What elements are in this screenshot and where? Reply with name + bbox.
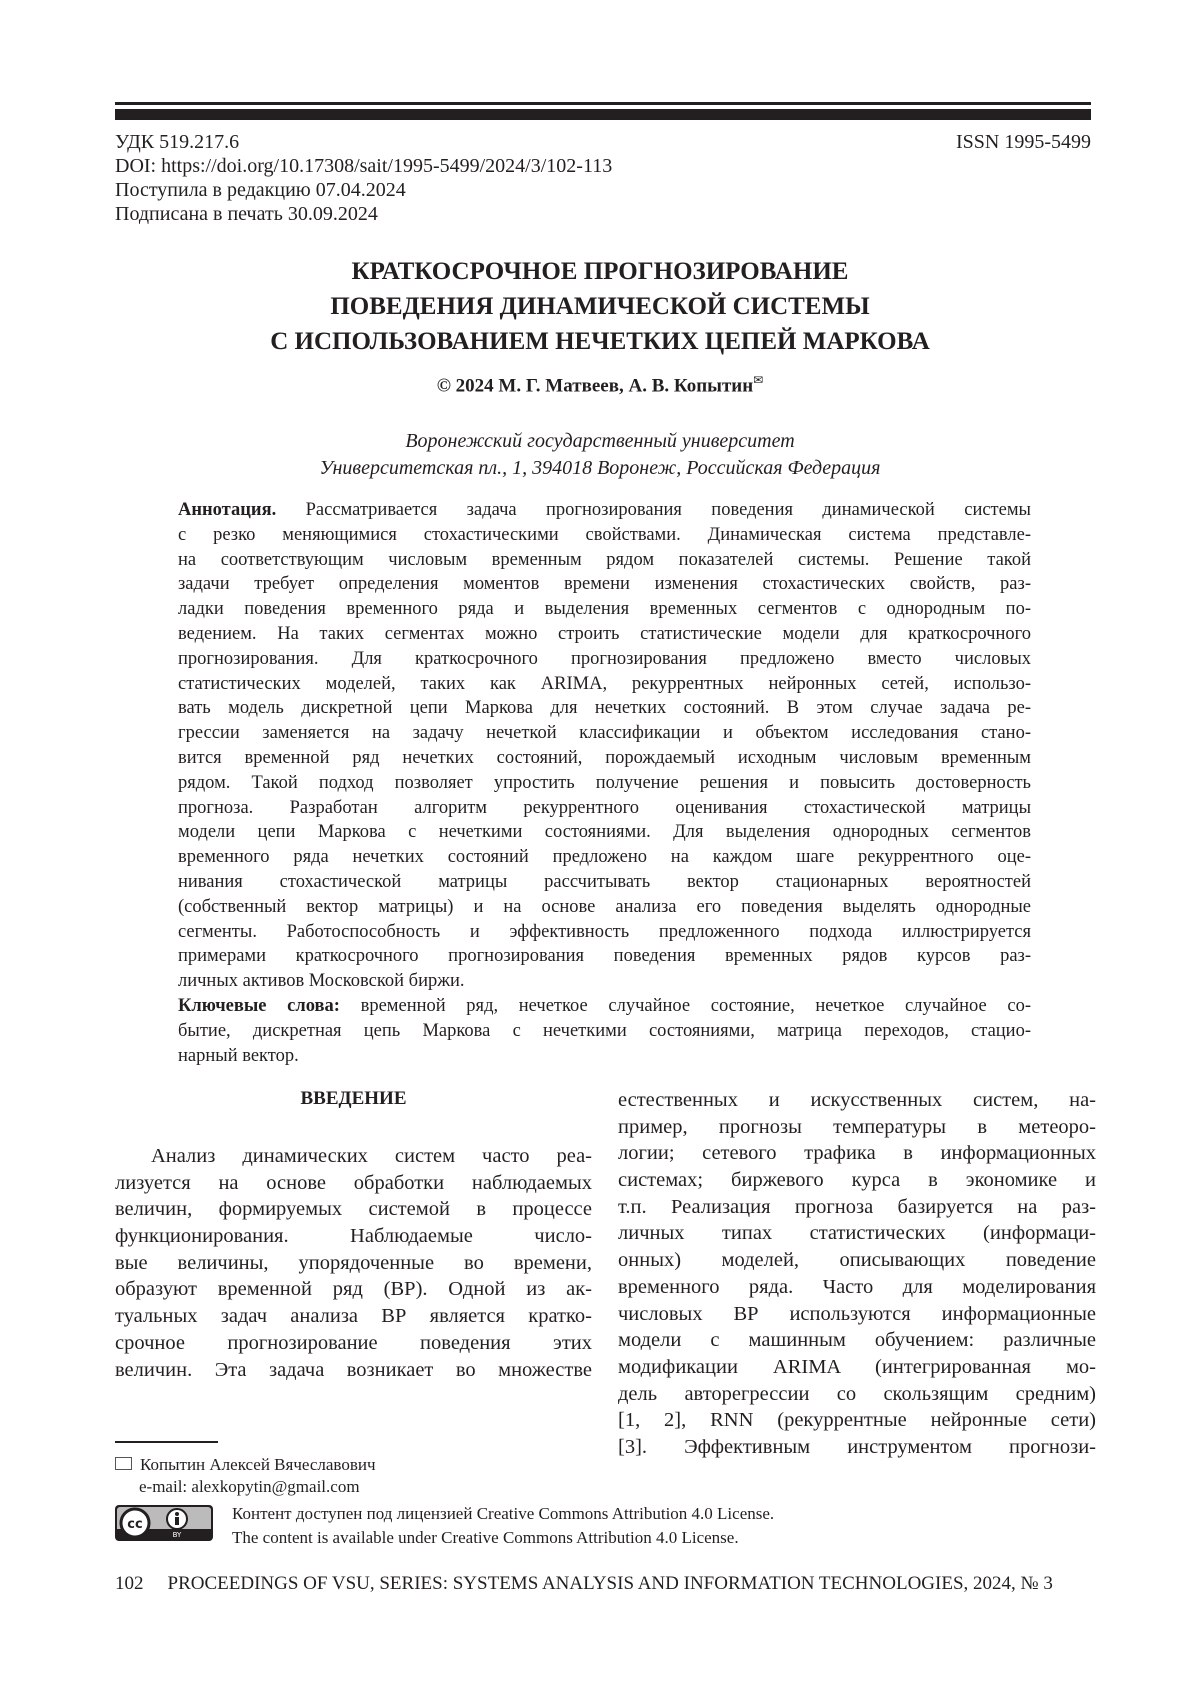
body-line: [115, 1196, 592, 1223]
keywords-line: [178, 994, 1031, 1019]
body-line-text: туальных задач анализа ВР является кратко-: [115, 1305, 592, 1327]
abstract-line: [178, 969, 1031, 994]
body-line-text: Анализ динамических систем часто реа-: [151, 1145, 592, 1167]
body-line: [618, 1381, 1096, 1408]
body-line: [618, 1114, 1096, 1141]
cc-by-icon: [115, 1505, 213, 1541]
abstract-line: [178, 523, 1031, 548]
affiliation: [0, 428, 1200, 482]
body-line: [115, 1330, 592, 1357]
udk: УДК 519.217.6: [115, 130, 612, 154]
body-line-text: т.п. Реализация прогноза базируется на раз-: [618, 1196, 1096, 1218]
abstract-line-text: ладки поведения временного ряда и выделения временных сегментов с однородным по-: [178, 599, 1031, 619]
corresponding-author: Копытин Алексей Вячеславович: [140, 1455, 376, 1474]
received-date: Поступила в редакцию 07.04.2024: [115, 178, 612, 202]
license-text: [232, 1502, 774, 1550]
body-line: [618, 1407, 1096, 1434]
abstract-line: [178, 746, 1031, 771]
keywords-line: [178, 1044, 1031, 1069]
body-line: [618, 1274, 1096, 1301]
body-line-text: модификации ARIMA (интегрированная мо-: [618, 1356, 1096, 1378]
footnote: [115, 1454, 376, 1498]
body-line: [618, 1434, 1096, 1461]
abstract-line-text: статистических моделей, таких как ARIMA, рекуррентных нейронных сетей, использо-: [178, 674, 1031, 694]
abstract-line: [178, 920, 1031, 945]
body-line-text: срочное прогнозирование поведения этих: [115, 1332, 592, 1354]
abstract-line-text: вится временной ряд нечетких состояний, порождаемый исходным числовым временным: [178, 748, 1031, 768]
affiliation-line: Воронежский государственный университет: [0, 428, 1200, 455]
title-line: С ИСПОЛЬЗОВАНИЕМ НЕЧЕТКИХ ЦЕПЕЙ МАРКОВА: [0, 324, 1200, 359]
abstract: [178, 498, 1031, 1068]
abstract-line: [178, 548, 1031, 573]
affiliation-line: Университетская пл., 1, 394018 Воронеж, Российская Федерация: [0, 455, 1200, 482]
abstract-line: [178, 672, 1031, 697]
abstract-line: [178, 498, 1031, 523]
abstract-line: [178, 647, 1031, 672]
abstract-line: [178, 597, 1031, 622]
body-line-text: величин. Эта задача возникает во множестве: [115, 1359, 592, 1381]
abstract-line: [178, 622, 1031, 647]
page-number: 102: [115, 1573, 144, 1594]
article-title: [0, 254, 1200, 359]
body-line: [618, 1194, 1096, 1221]
authors-text: © 2024 М. Г. Матвеев, А. В. Копытин: [437, 375, 753, 396]
body-line: [115, 1170, 592, 1197]
envelope-icon: ✉: [753, 373, 763, 387]
envelope-icon: [115, 1457, 132, 1470]
body-line-text: величин, формируемых системой в процессе: [115, 1198, 592, 1220]
body-line-text: логии; сетевого трафика в информационных: [618, 1142, 1096, 1164]
column-right: [618, 1087, 1096, 1461]
column-left: [115, 1143, 592, 1383]
cc-by-license-logo: [115, 1505, 213, 1541]
body-line: [115, 1143, 592, 1170]
abstract-line-text: (собственный вектор матрицы) и на основе анализа его поведения выделять однородные: [178, 897, 1031, 917]
abstract-line-text: нивания стохастической матрицы рассчитывать вектор стационарных вероятностей: [178, 872, 1031, 892]
keywords-line-text: временной ряд, нечеткое случайное состояние, нечеткое случайное со-: [340, 996, 1031, 1016]
keywords-line-label: Ключевые слова:: [178, 996, 340, 1016]
body-line-text: личных типах статистических (информаци-: [618, 1222, 1096, 1244]
body-line: [115, 1250, 592, 1277]
body-line: [618, 1167, 1096, 1194]
body-line: [618, 1354, 1096, 1381]
abstract-line: [178, 572, 1031, 597]
authors: [0, 373, 1200, 397]
abstract-line-text: вать модель дискретной цепи Маркова для нечетких состояний. В этом случае задача ре-: [178, 698, 1031, 718]
body-line-text: дель авторегрессии со скользящим средним): [618, 1383, 1096, 1405]
title-line: ПОВЕДЕНИЯ ДИНАМИЧЕСКОЙ СИСТЕМЫ: [0, 289, 1200, 324]
footnote-rule: [115, 1441, 218, 1443]
page-footer: [115, 1573, 1053, 1595]
body-line-text: [1, 2], RNN (рекуррентные нейронные сети): [618, 1409, 1096, 1431]
body-line: [115, 1303, 592, 1330]
abstract-line-text: прогноза. Разработан алгоритм рекуррентного оценивания стохастической матрицы: [178, 798, 1031, 818]
body-line: [618, 1247, 1096, 1274]
abstract-line-text: сегменты. Работоспособность и эффективность предложенного подхода иллюстрируется: [178, 922, 1031, 942]
header-rule-thick: [115, 109, 1091, 120]
section-heading-introduction: ВВЕДЕНИЕ: [115, 1088, 592, 1110]
abstract-line-text: модели цепи Маркова с нечеткими состояниями. Для выделения однородных сегментов: [178, 822, 1031, 842]
author-email: e-mail: alexkopytin@gmail.com: [115, 1476, 376, 1498]
body-line: [115, 1357, 592, 1384]
header-rule-thin: [115, 102, 1091, 105]
body-line-text: лизуется на основе обработки наблюдаемых: [115, 1172, 592, 1194]
issn: ISSN 1995-5499: [956, 130, 1091, 154]
abstract-line: [178, 796, 1031, 821]
body-line-text: функционирования. Наблюдаемые число-: [115, 1225, 592, 1247]
abstract-line: [178, 870, 1031, 895]
abstract-line-label: Аннотация.: [178, 500, 276, 520]
abstract-line-text: личных активов Московской биржи.: [178, 971, 465, 991]
abstract-line: [178, 820, 1031, 845]
body-line-text: временного ряда. Часто для моделирования: [618, 1276, 1096, 1298]
license-ru: Контент доступен под лицензией Creative Commons Attribution 4.0 License.: [232, 1502, 774, 1526]
body-line-text: вые величины, упорядоченные во времени,: [115, 1252, 592, 1274]
keywords-line-text: нарный вектор.: [178, 1046, 299, 1066]
abstract-line-text: с резко меняющимися стохастическими свойствами. Динамическая система представле-: [178, 525, 1031, 545]
body-line-text: [3]. Эффективным инструментом прогнози-: [618, 1436, 1096, 1458]
abstract-line-text: задачи требует определения моментов времени изменения стохастических свойств, раз-: [178, 574, 1031, 594]
abstract-line-text: грессии заменяется на задачу нечеткой классификации и объектом исследования стано-: [178, 723, 1031, 743]
body-line: [115, 1223, 592, 1250]
abstract-line: [178, 771, 1031, 796]
svg-text:cc: cc: [127, 1517, 142, 1532]
body-line: [618, 1327, 1096, 1354]
body-line: [115, 1276, 592, 1303]
body-line: [618, 1220, 1096, 1247]
abstract-line-text: прогнозирования. Для краткосрочного прогнозирования предложено вместо числовых: [178, 649, 1031, 669]
title-line: КРАТКОСРОЧНОЕ ПРОГНОЗИРОВАНИЕ: [0, 254, 1200, 289]
keywords-line: [178, 1019, 1031, 1044]
body-line: [618, 1087, 1096, 1114]
cc-by-label: BY: [173, 1531, 182, 1539]
abstract-line-text: временного ряда нечетких состояний предложено на каждом шаге рекуррентного оце-: [178, 847, 1031, 867]
doi: DOI: https://doi.org/10.17308/sait/1995-5499/2024/3/102-113: [115, 154, 612, 178]
abstract-line-text: примерами краткосрочного прогнозирования поведения временных рядов курсов раз-: [178, 946, 1031, 966]
body-line-text: образуют временной ряд (ВР). Одной из ак-: [115, 1278, 592, 1300]
abstract-line-text: рядом. Такой подход позволяет упростить получение решения и повысить достоверность: [178, 773, 1031, 793]
abstract-line: [178, 895, 1031, 920]
article-meta: [115, 130, 612, 226]
body-line-text: онных) моделей, описывающих поведение: [618, 1249, 1096, 1271]
body-line-text: числовых ВР используются информационные: [618, 1303, 1096, 1325]
abstract-line-text: Рассматривается задача прогнозирования поведения динамической системы: [276, 500, 1031, 520]
abstract-line-text: на соответствующим числовым временным рядом показателей системы. Решение такой: [178, 550, 1031, 570]
body-line: [618, 1140, 1096, 1167]
abstract-line: [178, 944, 1031, 969]
abstract-line: [178, 696, 1031, 721]
body-line-text: модели с машинным обучением: различные: [618, 1329, 1096, 1351]
body-line-text: пример, прогнозы температуры в метеоро-: [618, 1116, 1096, 1138]
license-en: The content is available under Creative Commons Attribution 4.0 License.: [232, 1526, 774, 1550]
body-line-text: естественных и искусственных систем, на-: [618, 1089, 1096, 1111]
journal-name: PROCEEDINGS OF VSU, SERIES: SYSTEMS ANALYSIS AND INFORMATION TECHNOLOGIES, 2024, № 3: [168, 1573, 1053, 1594]
abstract-line: [178, 721, 1031, 746]
abstract-line: [178, 845, 1031, 870]
abstract-line-text: ведением. На таких сегментах можно строить статистические модели для краткосрочного: [178, 624, 1031, 644]
signed-date: Подписана в печать 30.09.2024: [115, 202, 612, 226]
body-line: [618, 1301, 1096, 1328]
body-line-text: системах; биржевого курса в экономике и: [618, 1169, 1096, 1191]
keywords-line-text: бытие, дискретная цепь Маркова с нечеткими состояниями, матрица переходов, стацио-: [178, 1021, 1031, 1041]
